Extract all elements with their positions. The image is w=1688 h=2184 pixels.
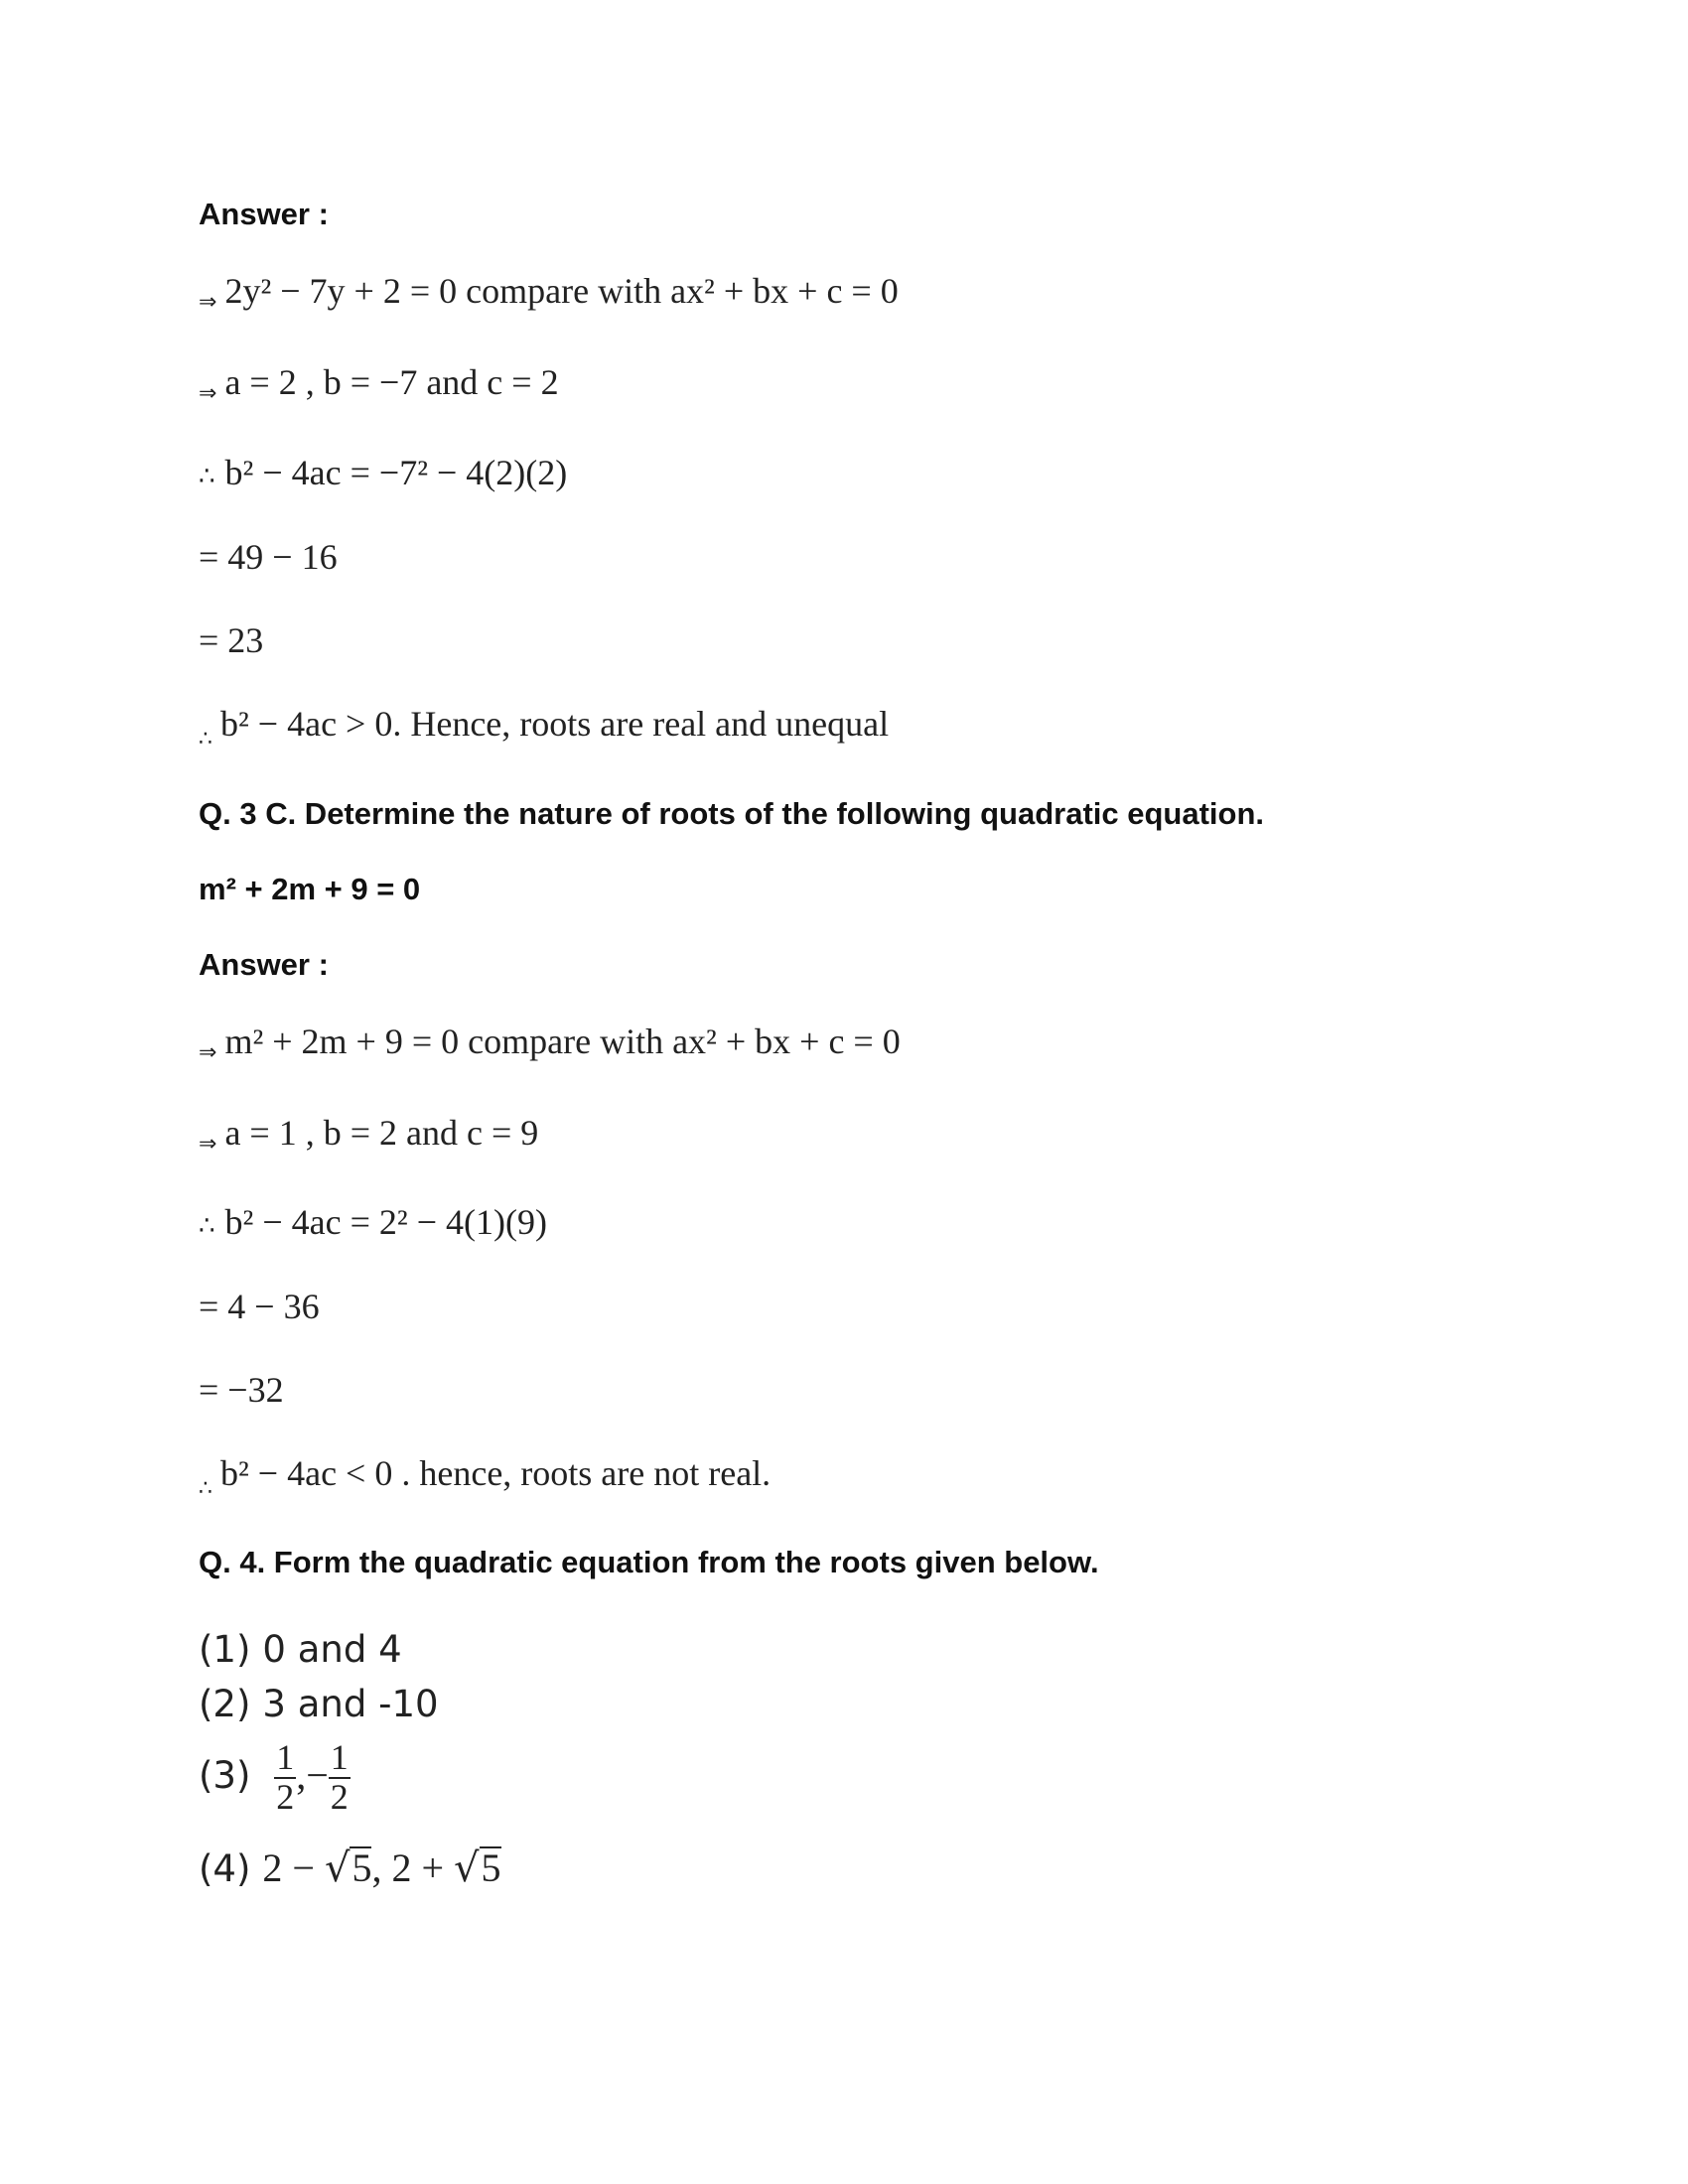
solution-step (199, 536, 338, 578)
root-item (199, 1628, 402, 1671)
step-text: = 49 − 16 (199, 537, 338, 577)
root-item (199, 1739, 351, 1817)
implies-symbol: ⇒ (199, 1132, 217, 1157)
item-number: (3) (199, 1754, 251, 1798)
solution-step (199, 361, 559, 406)
radicand: 5 (352, 1845, 372, 1890)
minus-sign: − (306, 1752, 329, 1798)
item-text: 0 and 4 (262, 1628, 402, 1671)
solution-step (199, 270, 899, 315)
step-text: = 23 (199, 620, 264, 660)
answer-label: Answer : (199, 947, 329, 982)
fraction-numerator: 1 (330, 1737, 349, 1777)
implies-symbol: ⇒ (199, 290, 217, 315)
question-equation: m² + 2m + 9 = 0 (199, 872, 421, 906)
solution-step (199, 1369, 284, 1411)
radical-sign: √ (454, 1845, 480, 1891)
fraction-denominator: 2 (276, 1776, 295, 1817)
therefore-symbol: ∴ (199, 462, 215, 491)
question-heading: Q. 4. Form the quadratic equation from the roots given below. (199, 1545, 1099, 1579)
separator: , (371, 1845, 392, 1890)
item-number: (4) (199, 1847, 251, 1890)
item-number: (1) (199, 1628, 251, 1671)
question-heading: Q. 3 C. Determine the nature of roots of the following quadratic equation. (199, 796, 1265, 831)
solution-step (199, 1452, 771, 1501)
implies-symbol: ⇒ (199, 1040, 217, 1065)
item-number: (2) (199, 1683, 251, 1725)
fraction-denominator: 2 (330, 1776, 349, 1817)
root-item (199, 1844, 501, 1891)
solution-step (199, 452, 567, 493)
solution-step (199, 1112, 538, 1157)
step-text: a = 1 , b = 2 and c = 9 (224, 1113, 539, 1153)
step-text: 2y² − 7y + 2 = 0 compare with ax² + bx + c = 0 (224, 271, 899, 311)
solution-step (199, 1286, 320, 1327)
solution-step (199, 619, 263, 661)
therefore-symbol: ∴ (199, 727, 212, 751)
implies-symbol: ⇒ (199, 381, 217, 406)
step-text: a = 2 , b = −7 and c = 2 (224, 362, 559, 402)
separator: , (296, 1752, 307, 1798)
solution-step (199, 1201, 547, 1243)
item-text: 3 and -10 (262, 1683, 439, 1725)
therefore-symbol: ∴ (199, 1211, 215, 1241)
step-text: m² + 2m + 9 = 0 compare with ax² + bx + c = 0 (224, 1022, 901, 1061)
fraction (274, 1739, 296, 1817)
expression-part: 2 + (391, 1845, 455, 1890)
step-text: = 4 − 36 (199, 1287, 320, 1326)
step-text: b² − 4ac = −7² − 4(2)(2) (224, 453, 568, 492)
solution-step (199, 703, 889, 751)
solution-step (199, 1021, 901, 1065)
fraction (329, 1739, 351, 1817)
expression-part: 2 − (262, 1845, 325, 1890)
step-text: = −32 (199, 1370, 284, 1410)
step-text: b² − 4ac < 0 . hence, roots are not real. (220, 1453, 772, 1493)
radicand: 5 (481, 1845, 501, 1890)
radical-sign: √ (324, 1845, 351, 1891)
therefore-symbol: ∴ (199, 1476, 212, 1501)
step-text: b² − 4ac = 2² − 4(1)(9) (224, 1202, 547, 1242)
fraction-numerator: 1 (276, 1737, 295, 1777)
root-item (199, 1683, 439, 1725)
answer-label: Answer : (199, 197, 329, 231)
step-text: b² − 4ac > 0. Hence, roots are real and unequal (220, 704, 890, 744)
